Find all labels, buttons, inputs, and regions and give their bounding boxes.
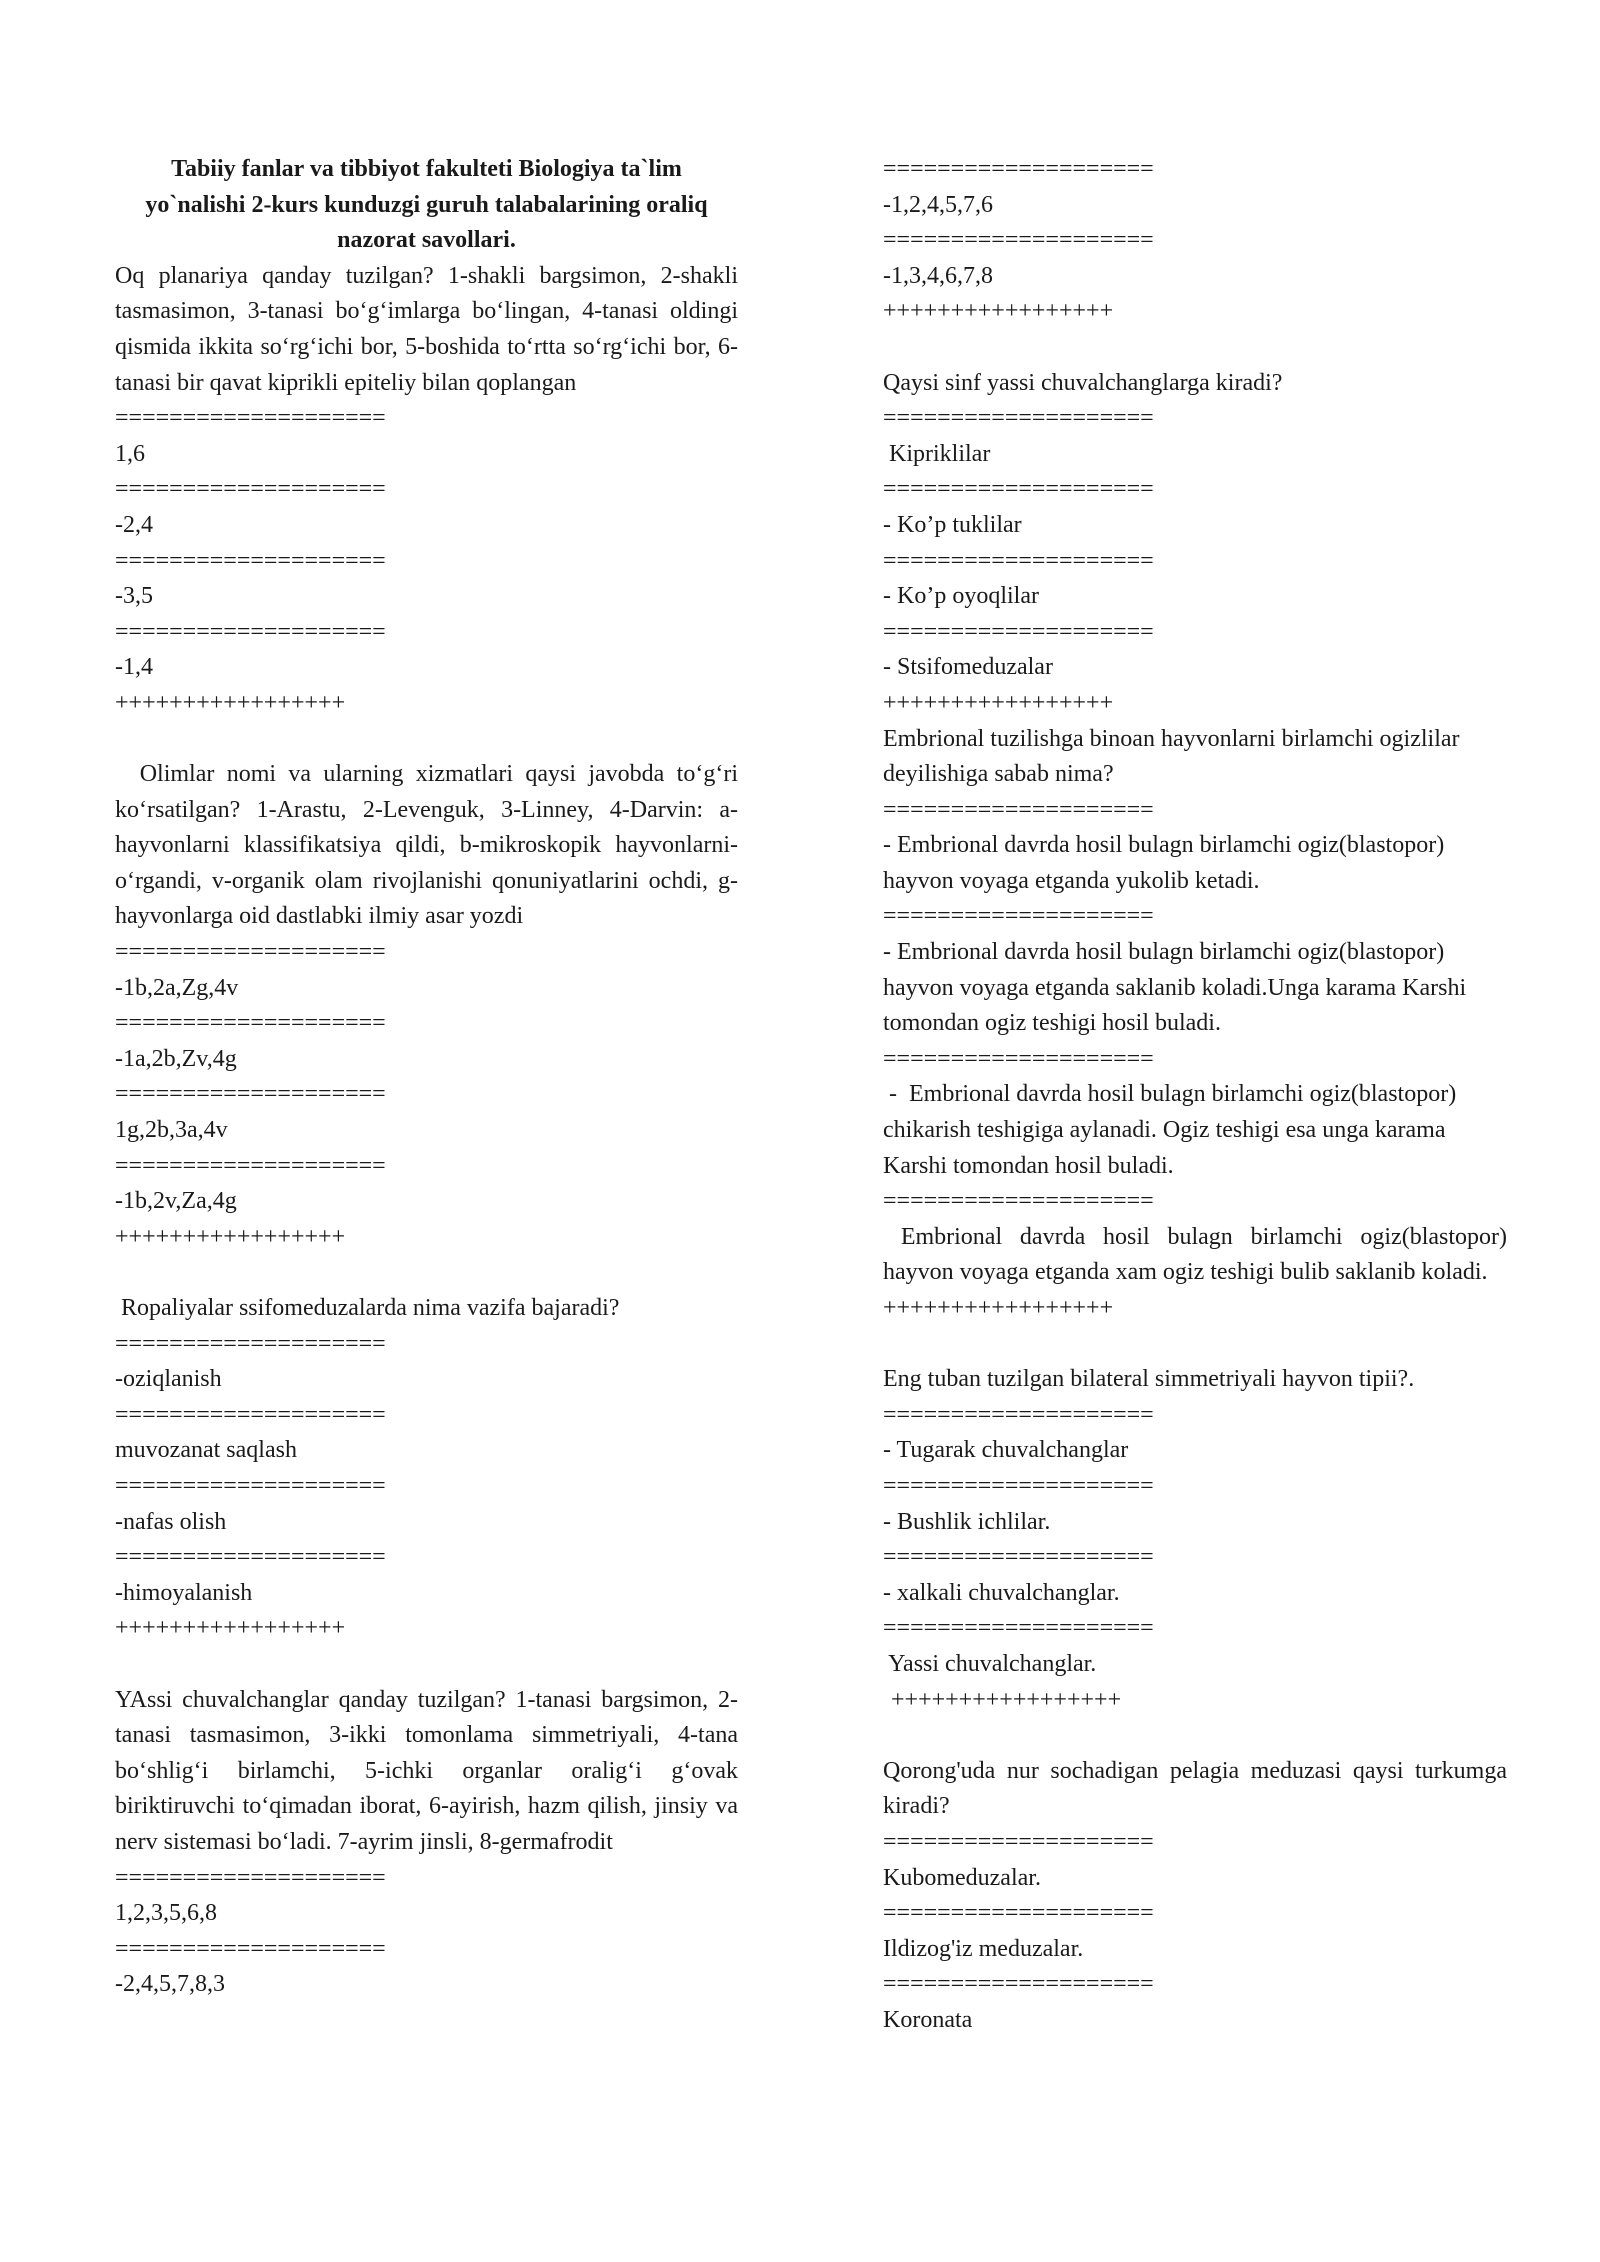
q4-option-3: -1,2,4,5,7,6	[883, 191, 993, 218]
separator: ====================	[115, 1935, 386, 1962]
q5-option-1: Kipriklilar	[883, 440, 991, 467]
separator: ====================	[883, 1188, 1154, 1215]
end-marker: +++++++++++++++++	[115, 1615, 346, 1642]
q6-option-2: - Embrional davrda hosil bulagn birlamchi ogiz(blastopor) hayvon voyaga etganda saklanib koladi.Unga karama Karshi tomondan ogiz teshigi hosil buladi.	[883, 939, 1467, 1037]
question-4-text: YAssi chuvalchanglar qanday tuzilgan? 1-tanasi bargsimon, 2-tanasi tasmasimon, 3-ikki tomonlama simmetriyali, 4-tana bo‘shlig‘i birlamchi, 5-ichki organlar oralig‘i g‘ovak biriktiruvchi to‘qimadan iborat, 6-ayirish, hazm qilish, jinsiy va nerv sistemasi bo‘ladi. 7-ayrim jinsli, 8-germafrodit	[115, 1686, 738, 1855]
separator: ====================	[883, 903, 1154, 930]
separator: ====================	[883, 618, 1154, 645]
end-marker: +++++++++++++++++	[115, 689, 346, 716]
q7-option-2: - Bushlik ichlilar.	[883, 1508, 1051, 1535]
separator: ====================	[115, 1152, 386, 1179]
separator: ====================	[115, 1544, 386, 1571]
separator: ====================	[883, 1900, 1154, 1927]
q1-option-2: -2,4	[115, 511, 153, 538]
question-2-text: Olimlar nomi va ularning xizmatlari qaysi javobda to‘g‘ri ko‘rsatilgan? 1-Arastu, 2-Levenguk, 3-Linney, 4-Darvin: a-hayvonlarni klassifikatsiya qildi, b-mikroskopik hayvonlarni-o‘rgandi, v-organik olam rivojlanishi qonuniyatlarini ochdi, g-hayvonlarga oid dastlabki ilmiy asar yozdi	[115, 761, 744, 930]
q2-option-2: -1a,2b,Zv,4g	[115, 1045, 237, 1072]
separator: ====================	[883, 1472, 1154, 1499]
q6-option-3: - Embrional davrda hosil bulagn birlamchi ogiz(blastopor) chikarish teshigiga aylanadi. Ogiz teshigi esa unga karama Karshi tomondan hosil buladi.	[883, 1081, 1463, 1179]
q7-option-4: Yassi chuvalchanglar.	[883, 1650, 1097, 1677]
q2-option-4: -1b,2v,Za,4g	[115, 1188, 237, 1215]
separator: ====================	[115, 476, 386, 503]
q7-option-3: - xalkali chuvalchanglar.	[883, 1579, 1120, 1606]
separator: ====================	[883, 405, 1154, 432]
separator: ====================	[115, 618, 386, 645]
separator: ====================	[883, 1615, 1154, 1642]
separator: ====================	[883, 476, 1154, 503]
q8-option-2: Ildizog'iz meduzalar.	[883, 1935, 1084, 1962]
end-marker: +++++++++++++++++	[883, 689, 1114, 716]
right-column	[883, 152, 1514, 2038]
question-3-text: Ropaliyalar ssifomeduzalarda nima vazifa bajaradi?	[115, 1295, 620, 1321]
q3-option-4: -himoyalanish	[115, 1579, 253, 1606]
q5-option-3: - Ko’p oyoqlilar	[883, 583, 1039, 610]
end-marker: +++++++++++++++++	[115, 1223, 346, 1250]
q3-option-3: -nafas olish	[115, 1508, 227, 1535]
q4-option-2: -2,4,5,7,8,3	[115, 1971, 225, 1998]
end-marker: +++++++++++++++++	[883, 1295, 1114, 1321]
separator: ====================	[115, 939, 386, 966]
separator: ====================	[883, 227, 1154, 254]
separator: ====================	[115, 1081, 386, 1108]
question-1-text: Oq planariya qanday tuzilgan? 1-shakli bargsimon, 2-shakli tasmasimon, 3-tanasi bo‘g‘imlarga bo‘lingan, 4-tanasi oldingi qismida ikkita so‘rg‘ichi bor, 5-boshida to‘rtta so‘rg‘ichi bor, 6-tanasi bir qavat kiprikli epiteliy bilan qoplangan	[115, 262, 738, 396]
separator: ====================	[115, 1010, 386, 1037]
separator: ====================	[883, 1045, 1154, 1072]
spacer	[115, 722, 738, 758]
question-5-text: Qaysi sinf yassi chuvalchanglarga kiradi?	[883, 369, 1283, 396]
q2-option-1: -1b,2a,Zg,4v	[115, 974, 239, 1001]
left-column	[115, 152, 744, 2003]
separator: ====================	[115, 1472, 386, 1499]
q3-option-2: muvozanat saqlash	[115, 1437, 297, 1464]
separator: ====================	[883, 1544, 1154, 1571]
separator: ====================	[883, 547, 1154, 574]
separator: ====================	[883, 156, 1154, 182]
q4-option-1: 1,2,3,5,6,8	[115, 1900, 217, 1927]
document-title: Tabiiy fanlar va tibbiyot fakulteti Biologiya ta`lim yo`nalishi 2-kurs kunduzgi guruh talabalarining oraliq nazorat savollari.	[145, 156, 708, 254]
separator: ====================	[115, 547, 386, 574]
separator: ====================	[883, 1401, 1154, 1428]
q7-option-1: - Tugarak chuvalchanglar	[883, 1437, 1129, 1464]
spacer	[883, 330, 1507, 366]
separator: ====================	[115, 1864, 386, 1891]
q8-option-3: Koronata	[883, 2006, 973, 2033]
end-marker: +++++++++++++++++	[883, 298, 1114, 325]
separator: ====================	[883, 1971, 1154, 1998]
spacer	[115, 1647, 738, 1683]
q1-option-1: 1,6	[115, 440, 145, 467]
q2-option-3: 1g,2b,3a,4v	[115, 1117, 228, 1144]
q5-option-4: - Stsifomeduzalar	[883, 654, 1053, 681]
q4-option-4: -1,3,4,6,7,8	[883, 262, 993, 289]
q1-option-3: -3,5	[115, 583, 153, 610]
spacer	[883, 1327, 1507, 1363]
question-8-text: Qorong'uda nur sochadigan pelagia meduzasi qaysi turkumga kiradi?	[883, 1757, 1507, 1820]
q8-option-1: Kubomeduzalar.	[883, 1864, 1041, 1891]
q6-option-4: Embrional davrda hosil bulagn birlamchi ogiz(blastopor) hayvon voyaga etganda xam ogiz teshigi bulib saklanib koladi.	[883, 1223, 1514, 1286]
q5-option-2: - Ko’p tuklilar	[883, 511, 1022, 538]
q1-option-4: -1,4	[115, 654, 153, 681]
question-6-text: Embrional tuzilishga binoan hayvonlarni birlamchi ogizlilar deyilishiga sabab nima?	[883, 725, 1460, 788]
separator: ====================	[883, 1828, 1154, 1855]
spacer	[883, 1718, 1507, 1754]
spacer	[115, 1255, 738, 1291]
question-7-text: Eng tuban tuzilgan bilateral simmetriyali hayvon tipii?.	[883, 1366, 1415, 1393]
separator: ====================	[115, 1401, 386, 1428]
end-marker: +++++++++++++++++	[891, 1686, 1122, 1713]
q3-option-1: -oziqlanish	[115, 1366, 222, 1393]
separator: ====================	[883, 796, 1154, 823]
q6-option-1: - Embrional davrda hosil bulagn birlamchi ogiz(blastopor) hayvon voyaga etganda yukolib ketadi.	[883, 832, 1445, 894]
separator: ====================	[115, 1330, 386, 1357]
separator: ====================	[115, 405, 386, 432]
